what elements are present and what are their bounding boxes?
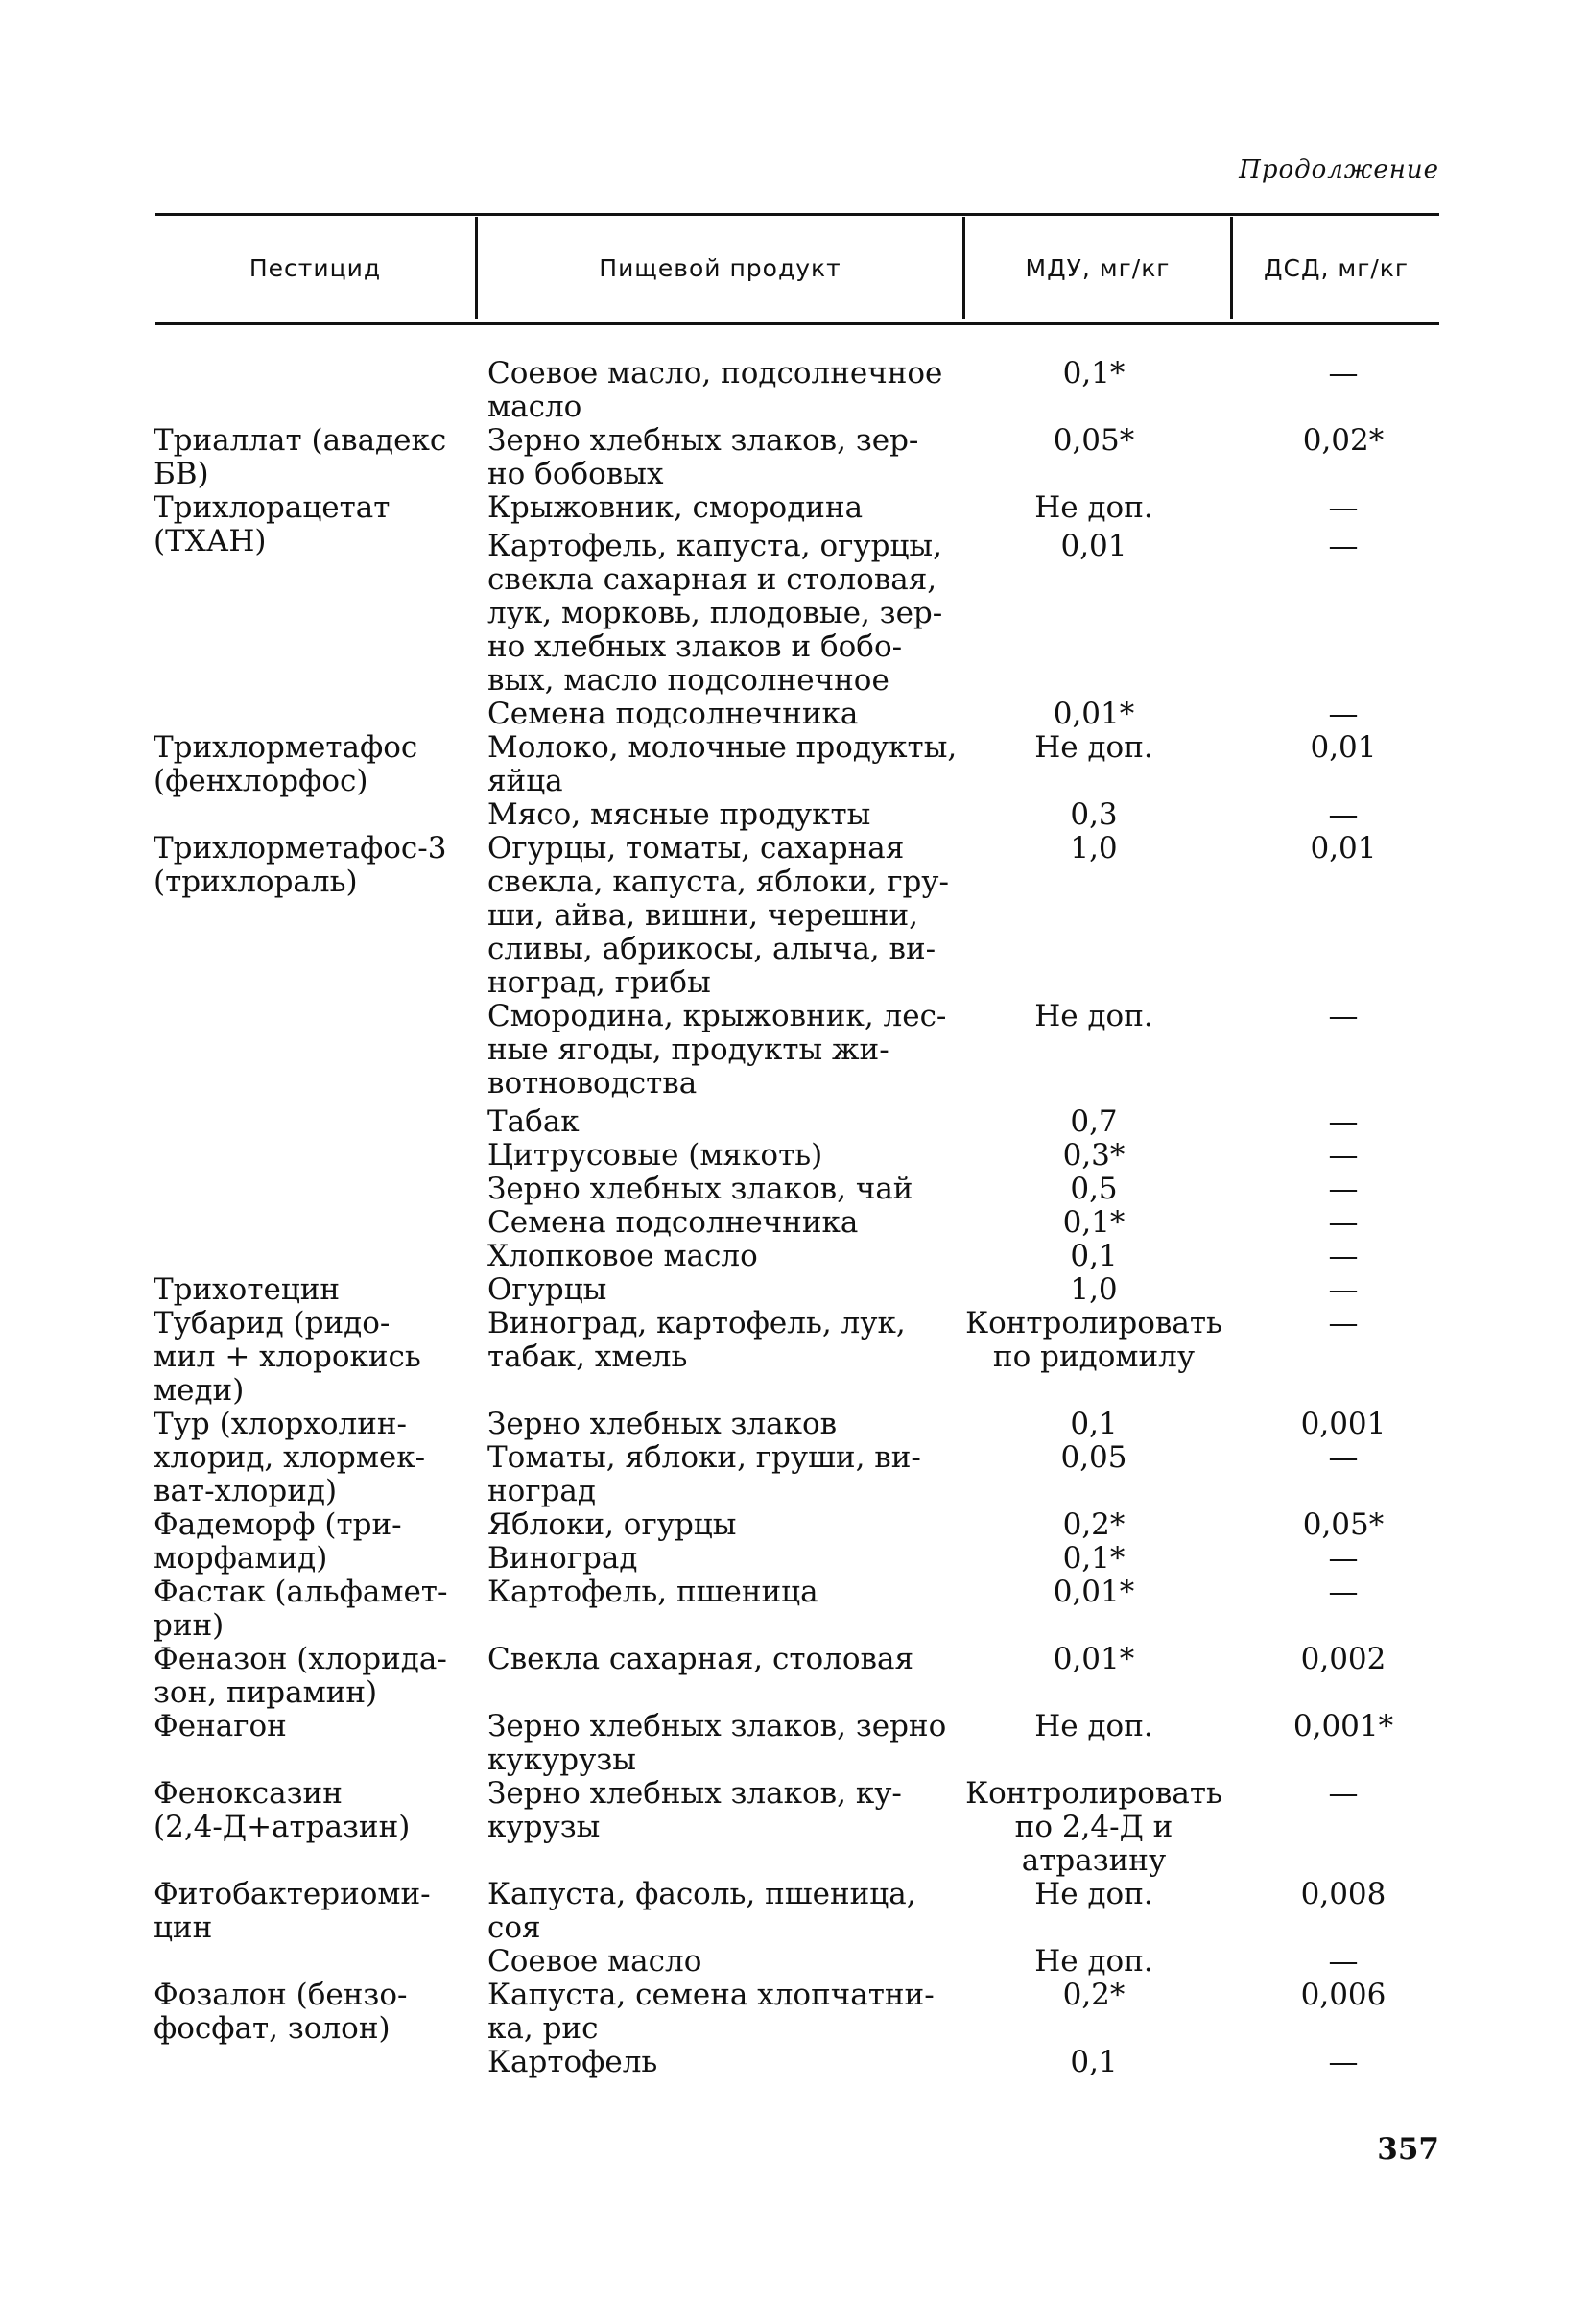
cell-food: Хлопковое масло <box>487 1239 758 1273</box>
cell-mdu: 0,1* <box>1062 1541 1126 1576</box>
cell-pesticide: Фитобактериоми- цин <box>154 1877 431 1945</box>
cell-dsd: — <box>1328 1776 1359 1811</box>
cell-dsd: — <box>1328 1306 1359 1340</box>
cell-pesticide: Трихлорацетат (ТХАН) <box>154 490 391 558</box>
cell-dsd: — <box>1328 1205 1359 1240</box>
cell-mdu: Не доп. <box>1034 1944 1153 1979</box>
cell-food: Крыжовник, смородина <box>487 490 864 525</box>
cell-food: Табак <box>487 1104 580 1139</box>
cell-food: Зерно хлебных злаков, чай <box>487 1172 913 1206</box>
cell-food: Молоко, молочные продукты, яйца <box>487 730 958 798</box>
cell-mdu: 0,1* <box>1062 1205 1126 1240</box>
cell-mdu: Не доп. <box>1034 1709 1153 1743</box>
table-header-rule <box>155 322 1439 325</box>
cell-pesticide: Фенагон <box>154 1709 287 1743</box>
cell-mdu: 0,1 <box>1070 1407 1118 1441</box>
cell-mdu: 0,3* <box>1062 1138 1126 1173</box>
cell-dsd: 0,008 <box>1300 1877 1387 1911</box>
cell-dsd: 0,05* <box>1302 1507 1385 1542</box>
cell-pesticide: Феназон (хлорида- зон, пирамин) <box>154 1642 447 1710</box>
cell-dsd: — <box>1328 1541 1359 1576</box>
cell-dsd: 0,001* <box>1292 1709 1394 1743</box>
cell-food: Виноград <box>487 1541 638 1576</box>
cell-mdu: 0,05* <box>1053 423 1135 458</box>
cell-pesticide: Фадеморф (три- морфамид) <box>154 1507 402 1576</box>
cell-dsd: 0,01 <box>1310 730 1377 765</box>
cell-mdu: 0,01* <box>1053 1642 1135 1676</box>
cell-food: Зерно хлебных злаков, зерно кукурузы <box>487 1709 947 1777</box>
cell-food: Томаты, яблоки, груши, ви- ноград <box>487 1440 921 1508</box>
cell-dsd: — <box>1328 490 1359 525</box>
cell-dsd: 0,002 <box>1300 1642 1387 1676</box>
cell-pesticide: Трихотецин <box>154 1272 341 1307</box>
cell-mdu: 0,3 <box>1070 797 1118 832</box>
cell-food: Зерно хлебных злаков, зер- но бобовых <box>487 423 919 491</box>
header-pesticide: Пестицид <box>249 253 382 282</box>
header-food: Пищевой продукт <box>599 253 841 282</box>
cell-food: Смородина, крыжовник, лес- ные ягоды, продукты жи- вотноводства <box>487 999 947 1101</box>
cell-mdu: 0,2* <box>1062 1507 1126 1542</box>
cell-mdu: 0,5 <box>1070 1172 1118 1206</box>
cell-food: Семена подсолнечника <box>487 697 859 731</box>
header-mdu: МДУ, мг/кг <box>1025 253 1171 282</box>
cell-mdu: 1,0 <box>1070 1272 1118 1307</box>
cell-mdu: 0,01* <box>1053 697 1135 731</box>
cell-dsd: — <box>1328 1272 1359 1307</box>
cell-food: Свекла сахарная, столовая <box>487 1642 914 1676</box>
cell-food: Картофель, капуста, огурцы, свекла сахарная и столовая, лук, морковь, плодовые, зер- но хлебных злаков и бобо- вых, масло подсолнечное <box>487 529 943 698</box>
cell-dsd: — <box>1328 1575 1359 1609</box>
cell-food: Мясо, мясные продукты <box>487 797 871 832</box>
cell-pesticide: Тур (хлорхолин- хлорид, хлормек- ват-хлорид) <box>154 1407 426 1508</box>
cell-pesticide: Трихлорметафос-3 (трихлораль) <box>154 831 447 899</box>
cell-dsd: — <box>1328 1944 1359 1979</box>
cell-pesticide: Трихлорметафос (фенхлорфос) <box>154 730 418 798</box>
cell-dsd: — <box>1328 356 1359 391</box>
cell-mdu: Контролировать по ридомилу <box>965 1306 1222 1374</box>
cell-mdu: 0,1 <box>1070 2045 1118 2079</box>
cell-dsd: — <box>1328 999 1359 1033</box>
page-number: 357 <box>1377 2132 1439 2167</box>
cell-food: Картофель, пшеница <box>487 1575 818 1609</box>
header-dsd: ДСД, мг/кг <box>1263 253 1410 282</box>
cell-dsd: — <box>1328 797 1359 832</box>
cell-dsd: — <box>1328 529 1359 563</box>
cell-mdu: 0,01* <box>1053 1575 1135 1609</box>
cell-mdu: 0,01 <box>1060 529 1127 563</box>
cell-food: Семена подсолнечника <box>487 1205 859 1240</box>
cell-food: Цитрусовые (мякоть) <box>487 1138 823 1173</box>
cell-dsd: — <box>1328 2045 1359 2079</box>
cell-food: Соевое масло, подсолнечное масло <box>487 356 943 424</box>
cell-food: Картофель <box>487 2045 658 2079</box>
cell-dsd: 0,02* <box>1302 423 1385 458</box>
cell-mdu: 1,0 <box>1070 831 1118 866</box>
cell-mdu: 0,2* <box>1062 1978 1126 2012</box>
cell-mdu: 0,1 <box>1070 1239 1118 1273</box>
cell-pesticide: Триаллат (авадекс БВ) <box>154 423 447 491</box>
cell-dsd: — <box>1328 1138 1359 1173</box>
cell-food: Соевое масло <box>487 1944 702 1979</box>
cell-dsd: — <box>1328 1239 1359 1273</box>
cell-dsd: — <box>1328 697 1359 731</box>
cell-dsd: 0,006 <box>1300 1978 1387 2012</box>
cell-mdu: 0,05 <box>1060 1440 1127 1475</box>
cell-food: Капуста, фасоль, пшеница, соя <box>487 1877 916 1945</box>
cell-dsd: 0,01 <box>1310 831 1377 866</box>
cell-pesticide: Феноксазин (2,4-Д+атразин) <box>154 1776 411 1844</box>
cell-mdu: Не доп. <box>1034 730 1153 765</box>
cell-food: Зерно хлебных злаков <box>487 1407 838 1441</box>
continued-label: Продолжение <box>1239 155 1439 184</box>
cell-dsd: — <box>1328 1172 1359 1206</box>
cell-mdu: Не доп. <box>1034 1877 1153 1911</box>
cell-mdu: Не доп. <box>1034 490 1153 525</box>
cell-food: Виноград, картофель, лук, табак, хмель <box>487 1306 906 1374</box>
cell-mdu: Не доп. <box>1034 999 1153 1033</box>
cell-food: Капуста, семена хлопчатни- ка, рис <box>487 1978 935 2046</box>
cell-dsd: — <box>1328 1104 1359 1139</box>
cell-mdu: 0,1* <box>1062 356 1126 391</box>
table-top-rule <box>155 213 1439 216</box>
cell-pesticide: Фозалон (бензо- фосфат, золон) <box>154 1978 408 2046</box>
cell-pesticide: Тубарид (ридо- мил + хлорокись меди) <box>154 1306 421 1408</box>
cell-food: Огурцы, томаты, сахарная свекла, капуста, яблоки, гру- ши, айва, вишни, черешни, сливы, абрикосы, алыча, ви- ноград, грибы <box>487 831 949 1000</box>
cell-food: Огурцы <box>487 1272 607 1307</box>
cell-dsd: 0,001 <box>1300 1407 1387 1441</box>
cell-food: Яблоки, огурцы <box>487 1507 737 1542</box>
cell-mdu: Контролировать по 2,4-Д и атразину <box>965 1776 1222 1878</box>
cell-mdu: 0,7 <box>1070 1104 1118 1139</box>
cell-food: Зерно хлебных злаков, ку- курузы <box>487 1776 902 1844</box>
cell-pesticide: Фастак (альфамет- рин) <box>154 1575 448 1643</box>
cell-dsd: — <box>1328 1440 1359 1475</box>
